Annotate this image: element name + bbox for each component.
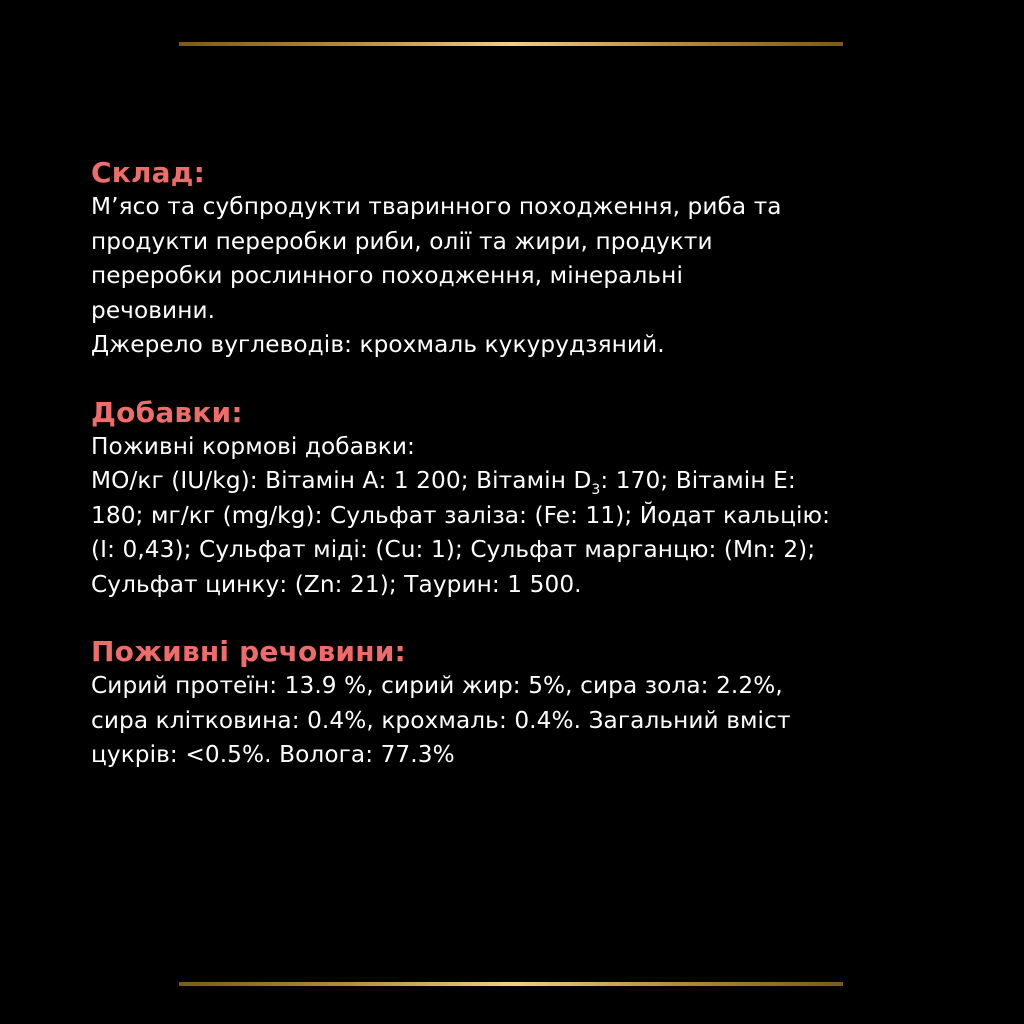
- nutrients-line: сира клітковина: 0.4%, крохмаль: 0.4%. Загальний вміст: [91, 706, 791, 734]
- composition-line: продукти переробки риби, олії та жири, продукти: [91, 227, 713, 255]
- bottom-gold-divider: [179, 982, 843, 986]
- additives-intro-line: Поживні кормові добавки:: [91, 432, 415, 460]
- vitamins-text-post: : 170; Вітамін Е:: [600, 467, 796, 494]
- additives-line: (I: 0,43); Сульфат міді: (Cu: 1); Сульфат марганцю: (Mn: 2);: [91, 536, 816, 563]
- additives-section: [91, 396, 971, 603]
- composition-section: [91, 156, 971, 363]
- additives-line: 180; мг/кг (mg/kg): Сульфат заліза: (Fe: 11); Йодат кальцію:: [91, 501, 831, 529]
- nutrients-line: цукрів: <0.5%. Волога: 77.3%: [91, 741, 455, 768]
- composition-line: переробки рослинного походження, мінеральні: [91, 262, 683, 289]
- composition-line: М’ясо та субпродукти тваринного походження, риба та: [91, 193, 782, 220]
- nutrients-section: [91, 635, 971, 773]
- nutrients-line: Сирий протеїн: 13.9 %, сирий жир: 5%, сира зола: 2.2%,: [91, 672, 783, 699]
- nutrients-heading: Поживні речовини:: [91, 635, 406, 668]
- vitamin-d-subscript: 3: [591, 482, 601, 498]
- vitamins-text-pre: МО/кг (IU/kg): Вітамін А: 1 200; Вітамін D: [91, 467, 592, 494]
- product-info: [91, 156, 971, 773]
- additives-heading: Добавки:: [91, 395, 243, 429]
- composition-line: речовини.: [91, 296, 216, 324]
- top-gold-divider: [179, 42, 843, 46]
- composition-heading: Склад:: [91, 156, 205, 189]
- carbohydrate-source-line: Джерело вуглеводів: крохмаль кукурудзяний.: [91, 331, 665, 358]
- vitamins-line: [91, 464, 971, 499]
- additives-line: Сульфат цинку: (Zn: 21); Таурин: 1 500.: [91, 570, 582, 598]
